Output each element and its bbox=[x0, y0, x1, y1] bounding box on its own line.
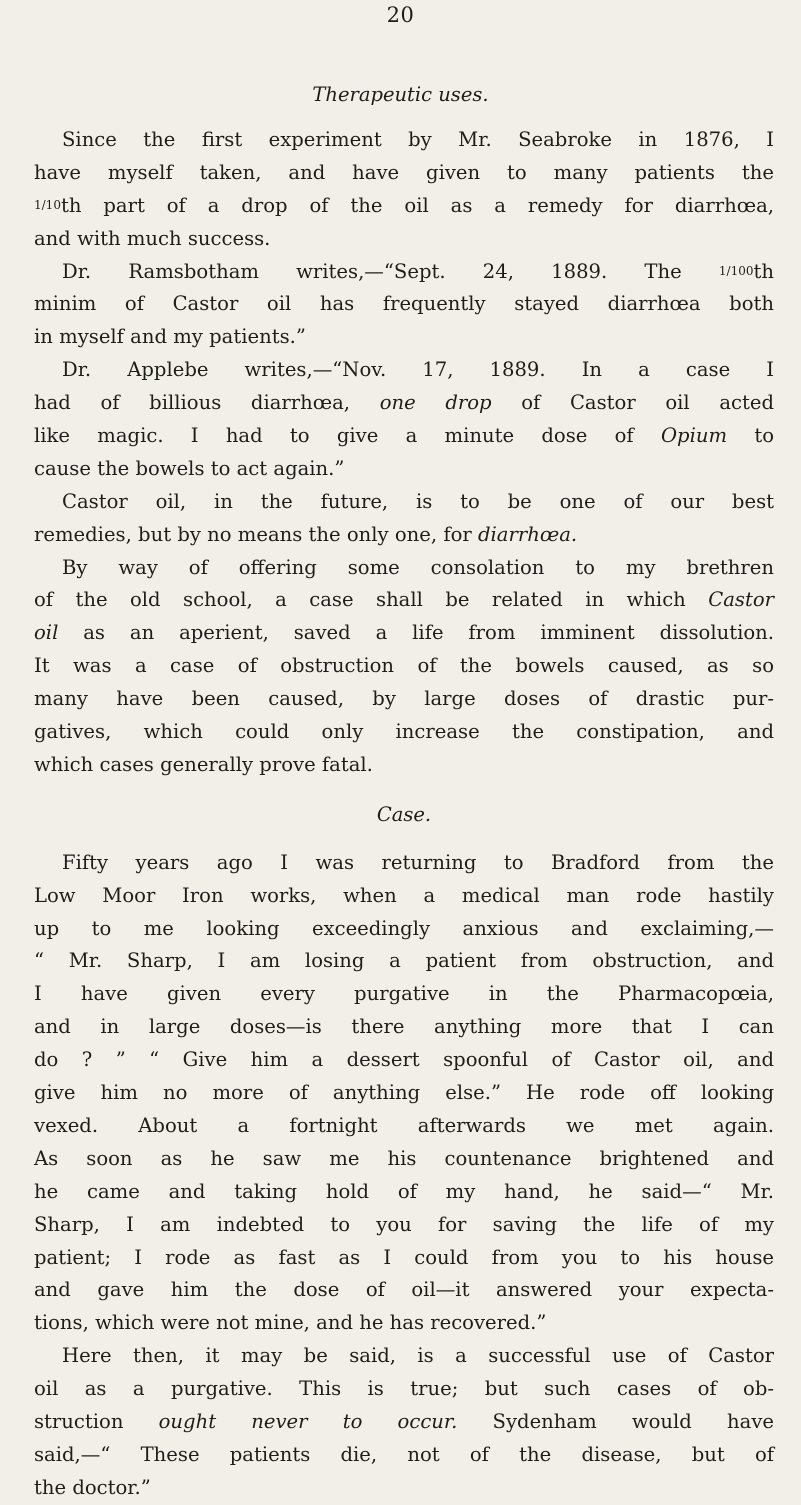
text-line: minim of Castor oil has frequently stayed diarrhœa both bbox=[34, 292, 774, 316]
text-line: and with much success. bbox=[34, 226, 271, 250]
text-line: Since the first experiment by Mr. Seabroke in 1876, I bbox=[62, 128, 774, 151]
text-run: of Castor oil acted bbox=[521, 391, 774, 415]
text-line: Here then, it may be said, is a successful use of Castor bbox=[62, 1344, 774, 1368]
text-run: remedies, but by no means the only one, for bbox=[34, 522, 472, 546]
text-line: up to me looking exceedingly anxious and exclaiming,— bbox=[34, 916, 774, 940]
text-run: th part of a drop of the oil as a remedy for diarrhœa, bbox=[60, 193, 774, 217]
text-run: as an aperient, saved a life from imminent dissolution. bbox=[83, 621, 775, 645]
text-line: I have given every purgative in the Pharmacopœia, bbox=[34, 982, 774, 1006]
text-line: and in large doses—is there anything more that I can bbox=[34, 1015, 774, 1039]
emphasis: oil bbox=[34, 621, 59, 645]
text-run: struction bbox=[34, 1409, 124, 1433]
text-run: Dr. Ramsbotham writes,—“Sept. 24, 1889. The bbox=[62, 259, 682, 283]
text-line bbox=[34, 584, 774, 617]
fraction: 1/100 bbox=[718, 263, 754, 278]
text-line: Sharp, I am indebted to you for saving the life of my bbox=[34, 1212, 774, 1236]
text-line bbox=[34, 617, 774, 650]
text-line: in myself and my patients.” bbox=[34, 325, 306, 349]
text-run: had of billious diarrhœa, bbox=[34, 391, 351, 415]
text-line: Castor oil, in the future, is to be one of our best bbox=[62, 489, 774, 513]
text-line bbox=[34, 519, 774, 552]
fraction: 1/10 bbox=[34, 197, 61, 212]
text-line bbox=[34, 1406, 774, 1439]
emphasis: ought never to occur. bbox=[158, 1409, 458, 1433]
text-line: which cases generally prove fatal. bbox=[34, 752, 373, 776]
text-run: to bbox=[754, 424, 775, 448]
text-line: oil as a purgative. This is true; but such cases of ob- bbox=[34, 1377, 774, 1401]
text-line: and gave him the dose of oil—it answered your expecta- bbox=[34, 1278, 774, 1302]
text-line: have myself taken, and have given to many patients the bbox=[34, 160, 774, 184]
text-line: he came and taking hold of my hand, he said—“ Mr. bbox=[34, 1179, 774, 1203]
text-run: of the old school, a case shall be related in which bbox=[34, 588, 686, 612]
text-line: Fifty years ago I was returning to Bradford from the bbox=[62, 850, 774, 874]
emphasis: Opium bbox=[660, 424, 728, 448]
text-line: give him no more of anything else.” He rode off looking bbox=[34, 1081, 774, 1105]
page-number: 20 bbox=[386, 3, 415, 27]
text-line: Low Moor Iron works, when a medical man rode hastily bbox=[34, 883, 774, 907]
text-line: As soon as he saw me his countenance brightened and bbox=[34, 1146, 774, 1170]
text-line: patient; I rode as fast as I could from you to his house bbox=[34, 1245, 774, 1269]
text-line bbox=[34, 420, 774, 453]
text-line: Dr. Applebe writes,—“Nov. 17, 1889. In a case I bbox=[62, 358, 774, 382]
text-line: It was a case of obstruction of the bowels caused, as so bbox=[34, 654, 774, 678]
text-line: “ Mr. Sharp, I am losing a patient from obstruction, and bbox=[34, 949, 774, 973]
text-line: gatives, which could only increase the constipation, and bbox=[34, 720, 774, 744]
text-line: vexed. About a fortnight afterwards we met again. bbox=[34, 1113, 774, 1137]
section-heading-therapeutic-uses: Therapeutic uses. bbox=[312, 83, 489, 106]
text-line bbox=[34, 190, 774, 223]
body-text bbox=[34, 124, 774, 1505]
text-run: Sydenham would have bbox=[492, 1409, 774, 1433]
text-line: do ? ” “ Give him a dessert spoonful of Castor oil, and bbox=[34, 1048, 774, 1072]
section-heading-case: Case. bbox=[376, 802, 432, 826]
text-line bbox=[34, 256, 774, 289]
text-line: cause the bowels to act again.” bbox=[34, 456, 345, 480]
text-run: th bbox=[753, 259, 775, 283]
emphasis: one drop bbox=[379, 391, 492, 415]
text-line bbox=[34, 387, 774, 420]
emphasis: diarrhœa. bbox=[477, 522, 578, 546]
text-line: By way of offering some consolation to my brethren bbox=[62, 555, 774, 579]
text-run: like magic. I had to give a minute dose of bbox=[34, 424, 634, 448]
text-line: the doctor.” bbox=[34, 1475, 151, 1499]
text-line: said,—“ These patients die, not of the disease, but of bbox=[34, 1442, 774, 1466]
emphasis: Castor bbox=[708, 588, 774, 612]
text-line: many have been caused, by large doses of drastic pur- bbox=[34, 687, 774, 711]
text-line: tions, which were not mine, and he has recovered.” bbox=[34, 1311, 547, 1335]
